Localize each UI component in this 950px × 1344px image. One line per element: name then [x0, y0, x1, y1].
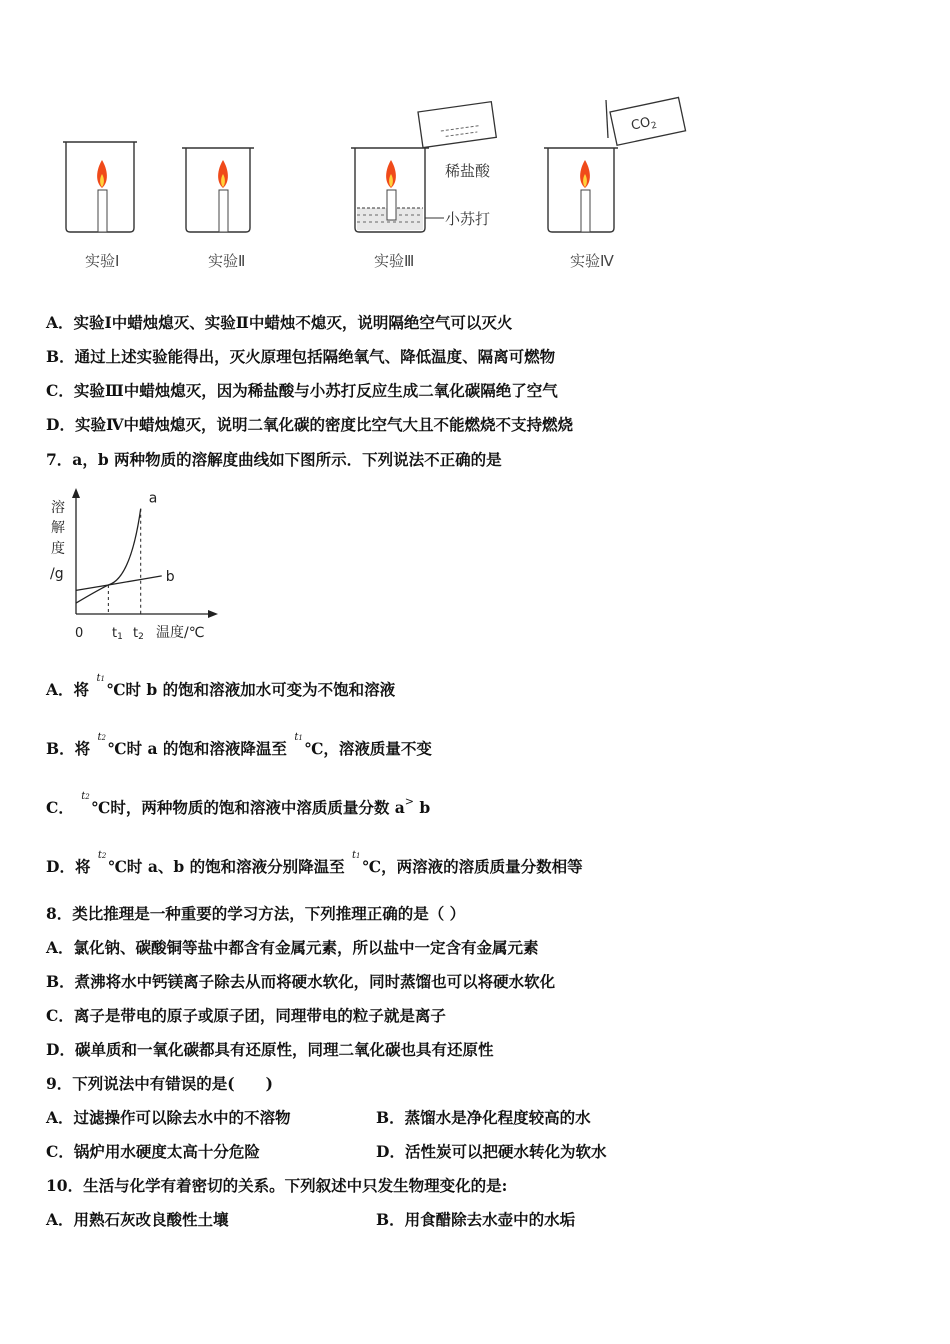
y-axis-label: [50, 499, 65, 582]
y-label-char: 溶: [51, 500, 65, 516]
x-axis-arrow: [208, 610, 218, 618]
q7-stem: 7．a，b 两种物质的溶解度曲线如下图所示．下列说法不正确的是: [46, 450, 502, 469]
q8-option-d: D．碳单质和一氧化碳都具有还原性，同理二氧化碳也具有还原性: [46, 1040, 494, 1059]
experiment-4-label: 实验Ⅳ: [570, 252, 614, 270]
q9-option-b: B．蒸馏水是净化程度较高的水: [376, 1108, 591, 1127]
experiment-2-label: 实验Ⅱ: [208, 252, 246, 270]
x-tick-t1: t1: [112, 626, 123, 642]
y-axis-arrow: [72, 488, 80, 498]
q6-option-a: A．实验Ⅰ中蜡烛熄灭、实验Ⅱ中蜡烛不熄灭，说明隔绝空气可以灭火: [46, 313, 513, 332]
experiment-2: [182, 148, 254, 232]
soda-label: 小苏打: [445, 210, 491, 228]
q8-stem: 8．类比推理是一种重要的学习方法，下列推理正确的是（ ）: [46, 904, 466, 923]
q10-stem: 10．生活与化学有着密切的关系。下列叙述中只发生物理变化的是:: [46, 1176, 508, 1195]
q8-option-b: B．煮沸将水中钙镁离子除去从而将硬水软化，同时蒸馏也可以将硬水软化: [46, 972, 556, 991]
q9-option-a: A．过滤操作可以除去水中的不溶物: [46, 1108, 291, 1127]
q8-option-a: A．氯化钠、碳酸铜等盐中都含有金属元素，所以盐中一定含有金属元素: [46, 938, 539, 957]
q9-stem: 9．下列说法中有错误的是( ): [46, 1074, 273, 1093]
q7-option-c: C． $^{t2}$℃时，两种物质的饱和溶液中溶质质量分数 a> b: [46, 791, 431, 817]
experiment-1: [63, 142, 137, 232]
candle-experiments-figure: [0, 90, 950, 280]
q8-option-c: C．离子是带电的原子或原子团，同理带电的粒子就是离子: [46, 1006, 446, 1025]
solubility-chart: [40, 480, 230, 650]
q10-option-b: B．用食醋除去水壶中的水垢: [376, 1210, 576, 1229]
q7-option-a: A．将 $^{t1}$℃时 b 的饱和溶液加水可变为不饱和溶液: [46, 673, 396, 699]
q7-option-d: D．将 $^{t2}$℃时 a、b 的饱和溶液分别降温至 $^{t1}$℃，两溶液的溶质质量分数相等: [46, 850, 583, 876]
q6-option-d: D．实验Ⅳ中蜡烛熄灭，说明二氧化碳的密度比空气大且不能燃烧不支持燃烧: [46, 415, 574, 434]
q9-option-d: D．活性炭可以把硬水转化为软水: [376, 1142, 607, 1161]
y-label-char: /g: [50, 566, 64, 582]
origin-label: 0: [75, 626, 84, 641]
series-b-label: b: [165, 568, 175, 585]
y-label-char: 解: [51, 520, 65, 536]
q6-option-c: C．实验Ⅲ中蜡烛熄灭，因为稀盐酸与小苏打反应生成二氧化碳隔绝了空气: [46, 381, 558, 400]
experiment-4: [544, 97, 686, 232]
co2-label: $CO_2$: [629, 115, 658, 134]
acid-label: 稀盐酸: [445, 162, 491, 180]
x-tick-t2: t2: [133, 626, 144, 642]
series-a-label: a: [148, 490, 158, 507]
x-axis-label: 温度/℃: [156, 625, 205, 641]
y-label-char: 度: [51, 541, 65, 557]
q6-option-b: B．通过上述实验能得出，灭火原理包括隔绝氧气、降低温度、隔离可燃物: [46, 347, 556, 366]
q9-option-c: C．锅炉用水硬度太高十分危险: [46, 1142, 260, 1161]
experiment-3: [351, 102, 496, 232]
q7-option-b: B．将 $^{t2}$℃时 a 的饱和溶液降温至 $^{t1}$℃，溶液质量不变: [46, 732, 432, 758]
q10-option-a: A．用熟石灰改良酸性土壤: [46, 1210, 229, 1229]
experiment-1-label: 实验Ⅰ: [85, 252, 120, 270]
experiment-3-label: 实验Ⅲ: [374, 252, 415, 270]
